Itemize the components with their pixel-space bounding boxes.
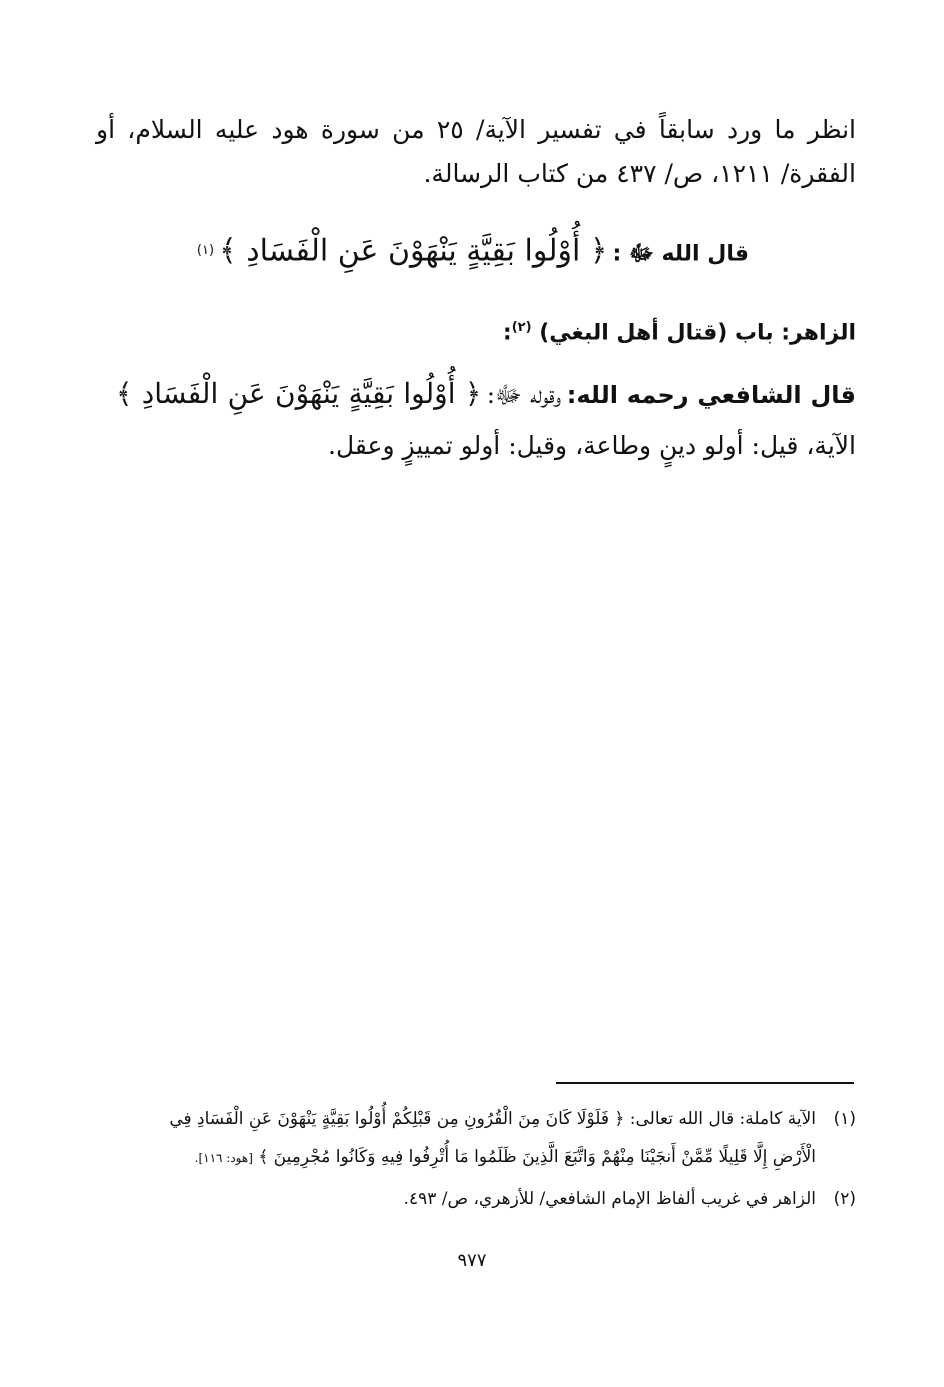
footnote-1 (111, 1100, 856, 1177)
shafii-text: وقوله ﷻ: (486, 381, 562, 409)
footnote-divider (556, 1082, 854, 1084)
heading-suffix: : (502, 320, 512, 346)
quote-line (197, 226, 749, 280)
footnote-1-ref: [هود: ١١٦]. (194, 1151, 253, 1165)
shafii-lead: قال الشافعي رحمه الله: (566, 381, 857, 409)
footnote-ref-2: (٢) (511, 320, 532, 335)
quote-prefix: قال الله ﷻ : (612, 241, 749, 267)
footnote-1-text-2: الْأَرْضِ إِلَّا قَلِيلًا مِّمَّنْ أَنجَيْنَا مِنْهُمْ وَاتَّبَعَ الَّذِينَ ظَلَمُوا مَا أُتْرِفُوا فِيهِ وَكَانُوا مُجْرِمِينَ ﴾ (258, 1147, 816, 1167)
shafii-verse: ﴿ أُوْلُوا بَقِيَّةٍ يَنْهَوْنَ عَنِ الْفَسَادِ ﴾ (116, 377, 482, 410)
footnote-1-text-1: الآية كاملة: قال الله تعالى: ﴿ فَلَوْلَا كَانَ مِنَ الْقُرُونِ مِن قَبْلِكُمْ أُوْلُوا بَقِيَّةٍ يَنْهَوْنَ عَنِ الْفَسَادِ فِي (169, 1109, 816, 1129)
footnote-1-number: (١) (833, 1109, 856, 1129)
footnote-1-line-2 (111, 1138, 856, 1177)
footnote-2-text: الزاهر في غريب ألفاظ الإمام الشافعي/ للأزهري، ص/ ٤٩٣. (403, 1189, 816, 1209)
section-heading (503, 306, 856, 355)
footnote-2 (404, 1180, 856, 1218)
footnote-ref-1: (١) (196, 243, 215, 258)
footnote-2-number: (٢) (833, 1189, 856, 1209)
quote-verse: ﴿ أُوْلُوا بَقِيَّةٍ يَنْهَوْنَ عَنِ الْفَسَادِ ﴾ (219, 233, 608, 269)
paragraph-reference (96, 108, 856, 196)
paragraph-shafii (116, 368, 856, 468)
paragraph-line-2: الفقرة/ ١٢١١، ص/ ٤٣٧ من كتاب الرسالة. (423, 159, 856, 188)
paragraph-2-line-2: الآية، قيل: أولو دينٍ وطاعة، وقيل: أولو تمييزٍ وعقل. (328, 431, 856, 460)
paragraph-line-1: انظر ما ورد سابقاً في تفسير الآية/ ٢٥ من سورة هود عليه السلام، أو (96, 115, 856, 144)
paragraph-2-line-1 (116, 368, 856, 424)
page-number: ٩٧٧ (457, 1250, 487, 1271)
footnote-1-line-1 (111, 1100, 856, 1138)
heading-text: الزاهر: باب (قتال أهل البغي) (539, 320, 856, 346)
